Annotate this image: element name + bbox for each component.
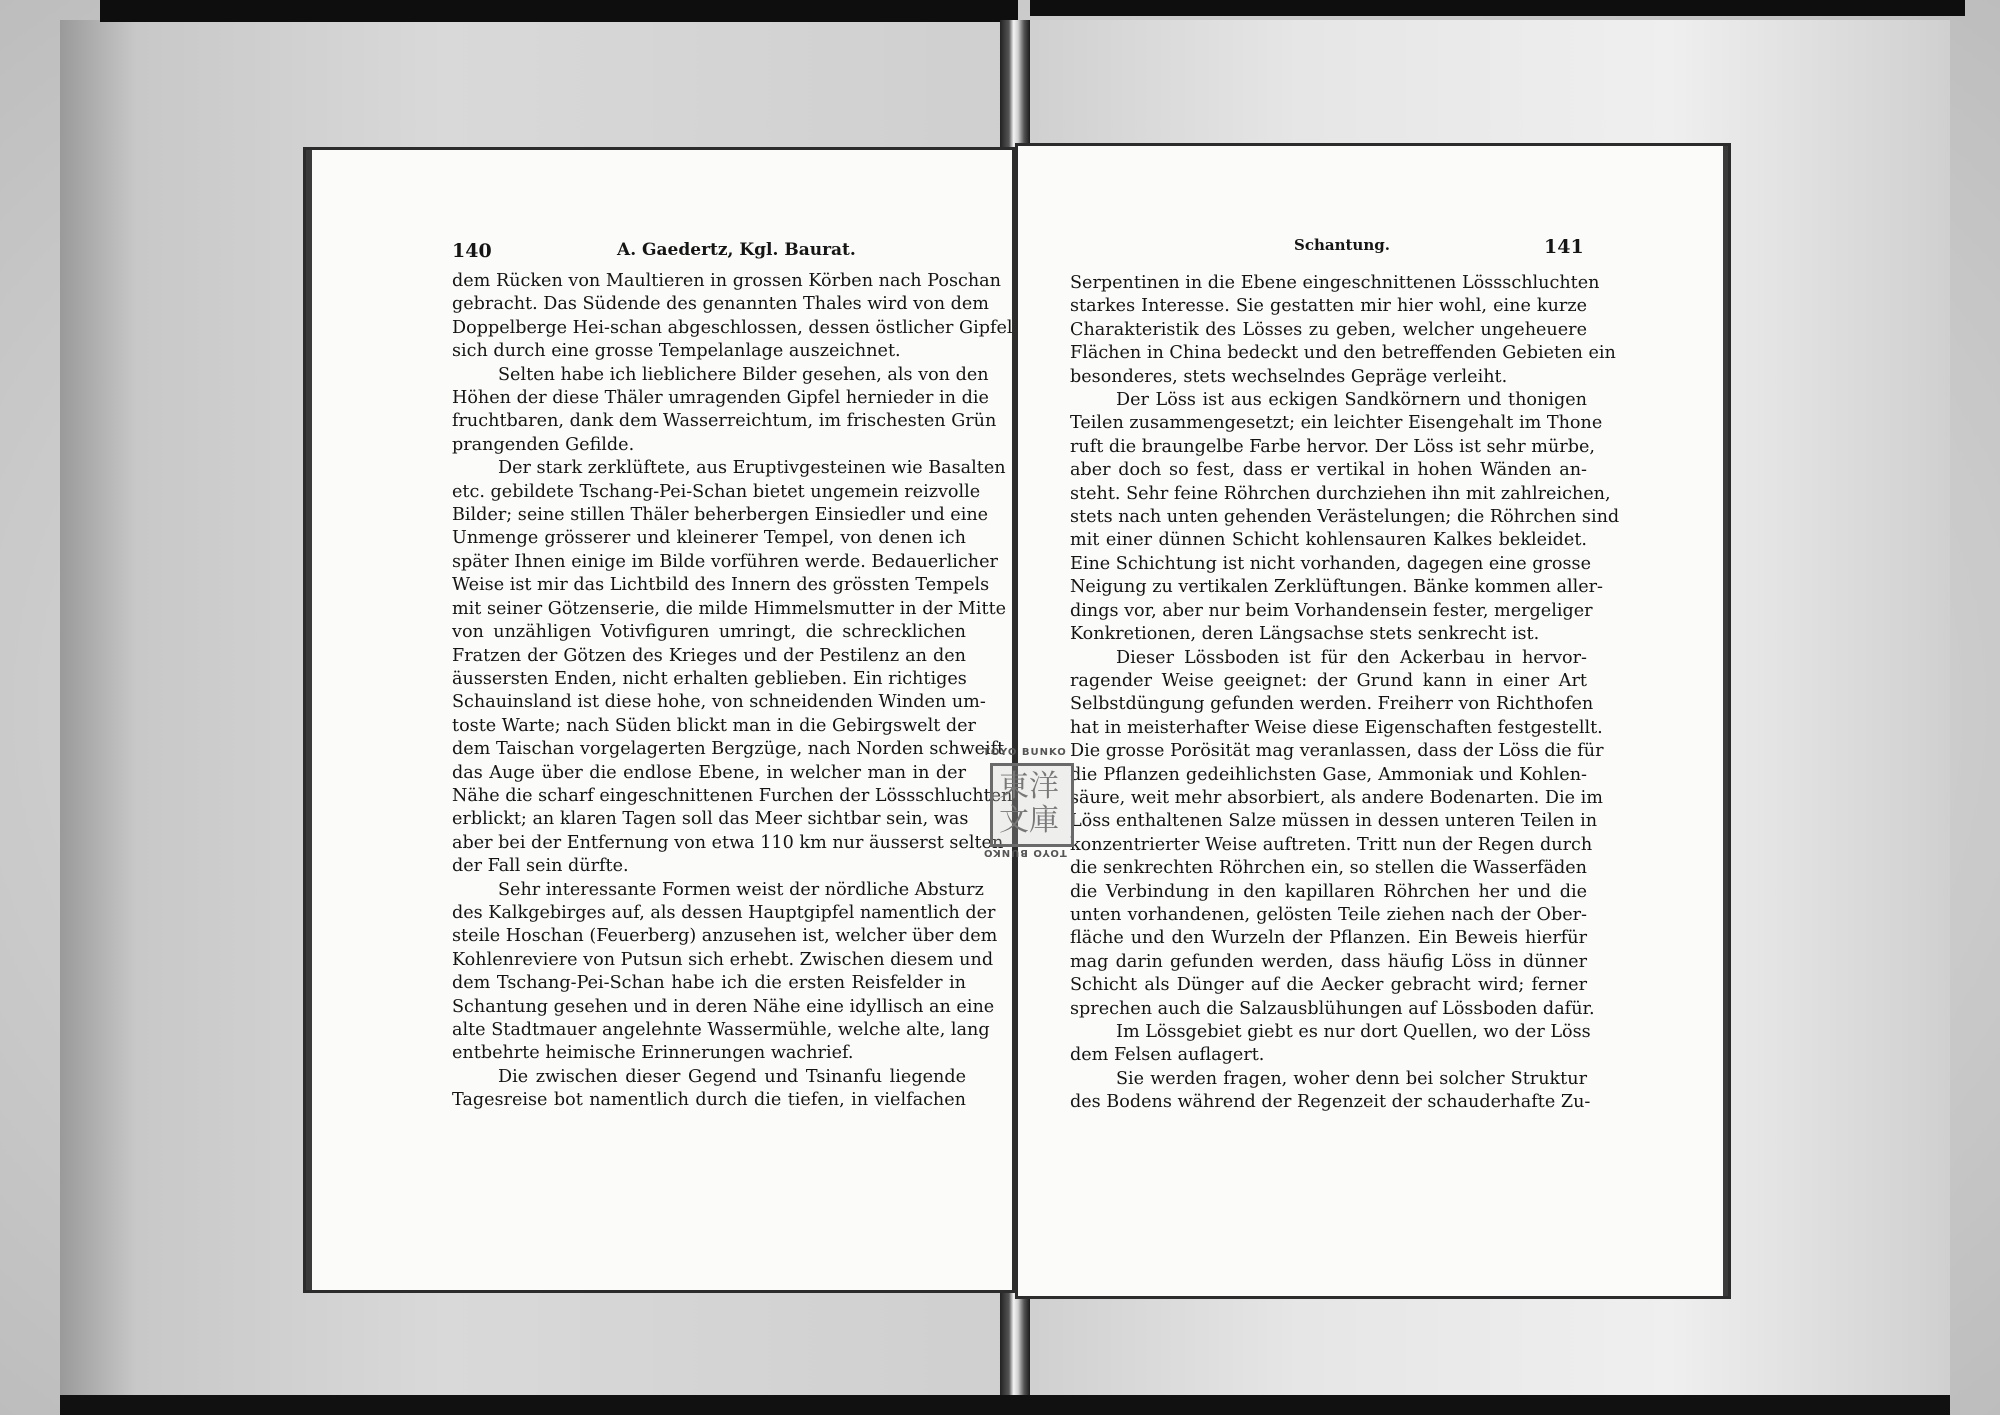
paragraph (1070, 1068, 1591, 1115)
text-line: Nähe die scharf eingeschnittenen Furchen der Lössschluchten (452, 785, 1013, 806)
text-line: mag darin gefunden werden, dass häufig Löss in dünner (1070, 951, 1587, 972)
text-line: Bilder; seine stillen Thäler beherbergen Einsiedler und eine (452, 505, 989, 526)
text-line: steht. Sehr feine Röhrchen durchziehen ihn mit zahlreichen, (1070, 483, 1611, 504)
text-line: Sie werden fragen, woher denn bei solcher Struktur (1116, 1068, 1587, 1089)
text-line: sprechen auch die Salzausblühungen auf Lössboden dafür. (1070, 998, 1595, 1019)
text-line: Löss enthaltenen Salze müssen in dessen unteren Teilen in (1070, 811, 1598, 832)
text-line: Der Löss ist aus eckigen Sandkörnern und thonigen (1116, 390, 1587, 411)
text-line: Doppelberge Hei-schan abgeschlossen, dessen östlicher Gipfel (452, 317, 1013, 338)
text-line: konzentrierter Weise auftreten. Tritt nun der Regen durch (1070, 834, 1593, 855)
text-line: Der stark zerklüftete, aus Eruptivgesteinen wie Basalten (498, 458, 1006, 479)
text-line: Sehr interessante Formen weist der nördliche Absturz (498, 879, 984, 900)
text-line: dem Felsen auflagert. (1070, 1045, 1265, 1066)
text-line: der Fall sein dürfte. (452, 856, 629, 877)
text-line: Konkretionen, deren Längsachse stets senkrecht ist. (1070, 624, 1540, 645)
text-line: starkes Interesse. Sie gestatten mir hier wohl, eine kurze (1070, 296, 1587, 317)
right-page-number: 141 (1544, 236, 1584, 258)
text-line: prangenden Gefilde. (452, 434, 635, 455)
text-line: ragender Weise geeignet: der Grund kann in einer Art (1070, 670, 1587, 691)
left-page-number: 140 (452, 240, 492, 262)
text-line: besonderes, stets wechselndes Gepräge verleiht. (1070, 366, 1508, 387)
right-running-head: Schantung. (1294, 236, 1390, 254)
paragraph (452, 879, 998, 1066)
stamp-top-text: TOYO BUNKO (983, 747, 1067, 758)
text-line: Charakteristik des Lösses zu geben, welcher ungeheuere (1070, 319, 1587, 340)
text-line: Schantung gesehen und in deren Nähe eine idyllisch an eine (452, 996, 995, 1017)
paragraph (1070, 389, 1620, 646)
text-line: des Bodens während der Regenzeit der schauderhafte Zu- (1070, 1092, 1591, 1113)
text-line: fläche und den Wurzeln der Pflanzen. Ein Beweis hierfür (1070, 928, 1587, 949)
text-line: Schicht als Dünger auf die Aecker gebracht wird; ferner (1070, 975, 1587, 996)
text-line: Selten habe ich lieblichere Bilder gesehen, als von den (498, 364, 989, 385)
text-line: Fratzen der Götzen des Krieges und der Pestilenz an den (452, 645, 966, 666)
text-line: aber bei der Entfernung von etwa 110 km nur äusserst selten (452, 832, 1004, 853)
text-line: die senkrechten Röhrchen ein, so stellen die Wasserfäden (1070, 858, 1587, 879)
text-line: von unzähligen Votivfiguren umringt, die schrecklichen (452, 622, 966, 643)
paragraph (1070, 272, 1616, 389)
stamp-glyphs: 東洋文庫 (999, 769, 1059, 838)
scan-edge-bottom (60, 1395, 1950, 1415)
stamp-bottom-text: TOYO BUNKO (983, 847, 1067, 858)
text-line: Teilen zusammengesetzt; ein leichter Eisengehalt im Thone (1070, 413, 1603, 434)
paragraph (452, 270, 1013, 364)
left-running-head: A. Gaedertz, Kgl. Baurat. (617, 240, 856, 260)
text-line: säure, weit mehr absorbiert, als andere Bodenarten. Die im (1070, 787, 1603, 808)
text-line: unten vorhandenen, gelösten Teile ziehen nach der Ober- (1070, 904, 1587, 925)
text-line: Die zwischen dieser Gegend und Tsinanfu liegende (498, 1066, 966, 1087)
text-line: Die grosse Porösität mag veranlassen, dass der Löss die für (1070, 741, 1604, 762)
text-line: Dieser Lössboden ist für den Ackerbau in hervor- (1116, 647, 1587, 668)
text-line: entbehrte heimische Erinnerungen wachrief. (452, 1043, 854, 1064)
text-line: mit seiner Götzenserie, die milde Himmelsmutter in der Mitte (452, 598, 1007, 619)
text-line: später Ihnen einige im Bilde vorführen werde. Bedauerlicher (452, 551, 998, 572)
text-line: dem Taischan vorgelagerten Bergzüge, nach Norden schweift (452, 739, 1005, 760)
text-line: die Verbindung in den kapillaren Röhrchen her und die (1070, 881, 1587, 902)
text-line: alte Stadtmauer angelehnte Wassermühle, welche alte, lang (452, 1020, 990, 1040)
text-line: stets nach unten gehenden Verästelungen; die Röhrchen sind (1070, 507, 1620, 528)
paragraph (452, 1066, 966, 1113)
text-line: Neigung zu vertikalen Zerklüftungen. Bänke kommen aller- (1070, 577, 1603, 598)
text-line: Unmenge grösserer und kleinerer Tempel, von denen ich (452, 528, 966, 549)
paragraph (452, 364, 997, 458)
text-line: sich durch eine grosse Tempelanlage auszeichnet. (452, 341, 901, 362)
right-page-body (1070, 272, 1620, 1115)
text-line: steile Hoschan (Feuerberg) anzusehen ist, welcher über dem (452, 926, 998, 947)
library-stamp (975, 745, 1085, 865)
text-line: gebracht. Das Südende des genannten Thales wird von dem (452, 294, 989, 315)
text-line: Schauinsland ist diese hohe, von schneidenden Winden um- (452, 692, 986, 713)
text-line: Tagesreise bot namentlich durch die tiefen, in vielfachen (452, 1090, 966, 1111)
text-line: Im Lössgebiet giebt es nur dort Quellen, wo der Löss (1116, 1022, 1591, 1042)
text-line: etc. gebildete Tschang-Pei-Schan bietet ungemein reizvolle (452, 481, 981, 502)
text-line: toste Warte; nach Süden blickt man in die Gebirgswelt der (452, 715, 976, 736)
scan-edge-top-left (100, 0, 1018, 22)
paragraph (452, 457, 1013, 878)
text-line: dem Tschang-Pei-Schan habe ich die ersten Reisfelder in (452, 973, 966, 994)
text-line: dem Rücken von Maultieren in grossen Körben nach Poschan (452, 271, 1001, 291)
text-line: das Auge über die endlose Ebene, in welcher man in der (452, 762, 966, 783)
left-page-body (452, 270, 1013, 1113)
right-page (1018, 146, 1728, 1296)
text-line: mit einer dünnen Schicht kohlensauren Kalkes bekleidet. (1070, 530, 1587, 551)
text-line: ruft die braungelbe Farbe hervor. Der Löss ist sehr mürbe, (1070, 436, 1595, 457)
text-line: äussersten Enden, nicht erhalten geblieben. Ein richtiges (452, 668, 967, 689)
text-line: hat in meisterhafter Weise diese Eigenschaften festgestellt. (1070, 717, 1603, 738)
text-line: fruchtbaren, dank dem Wasserreichtum, im frischesten Grün (452, 411, 997, 432)
text-line: die Pflanzen gedeihlichsten Gase, Ammoniak und Kohlen- (1070, 764, 1587, 785)
text-line: Selbstdüngung gefunden werden. Freiherr von Richthofen (1070, 694, 1594, 715)
paragraph (1070, 647, 1604, 1022)
text-line: aber doch so fest, dass er vertikal in hohen Wänden an- (1070, 460, 1587, 481)
left-page (306, 150, 1012, 1290)
stamp-seal (990, 763, 1074, 847)
text-line: dings vor, aber nur beim Vorhandensein fester, mergeliger (1070, 600, 1593, 621)
text-line: Kohlenreviere von Putsun sich erhebt. Zwischen diesem und (452, 949, 994, 970)
text-line: Weise ist mir das Lichtbild des Innern des grössten Tempels (452, 575, 990, 596)
text-line: des Kalkgebirges auf, als dessen Hauptgipfel namentlich der (452, 902, 996, 923)
scan-edge-top-right (1030, 0, 1965, 16)
paragraph (1070, 1021, 1591, 1068)
text-line: erblickt; an klaren Tagen soll das Meer sichtbar sein, was (452, 809, 969, 830)
text-line: Flächen in China bedeckt und den betreffenden Gebieten ein (1070, 343, 1616, 364)
text-line: Serpentinen in die Ebene eingeschnittenen Lössschluchten (1070, 273, 1600, 293)
text-line: Höhen der diese Thäler umragenden Gipfel hernieder in die (452, 388, 989, 409)
text-line: Eine Schichtung ist nicht vorhanden, dagegen eine grosse (1070, 553, 1591, 574)
